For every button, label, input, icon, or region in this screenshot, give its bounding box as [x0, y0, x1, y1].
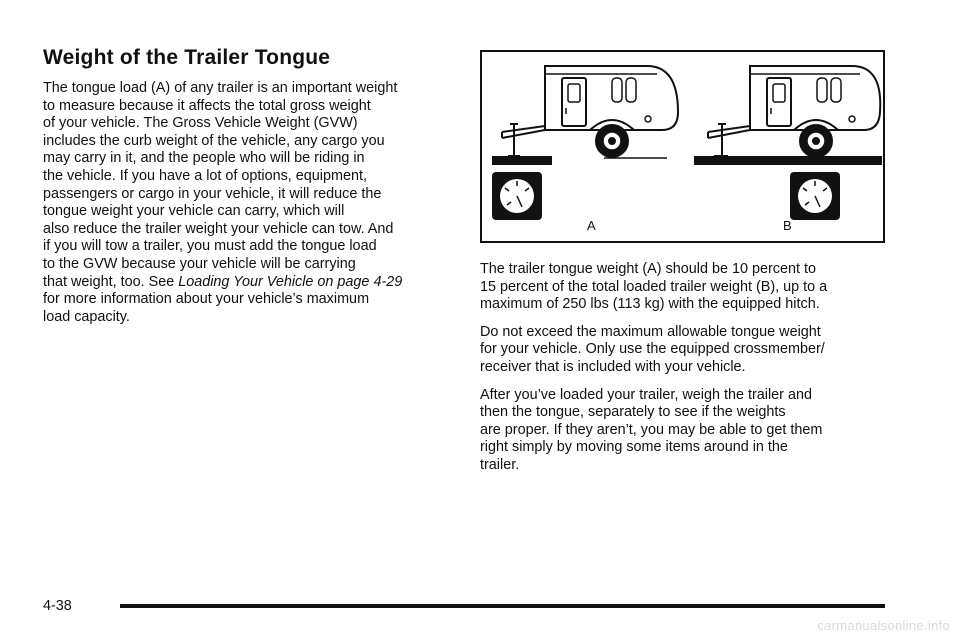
body-line: to the GVW because your vehicle will be carrying [43, 255, 356, 272]
body-line: load capacity. [43, 308, 130, 325]
body-line: may carry in it, and the people who will be riding in [43, 150, 365, 167]
trailer-a-graphic [502, 66, 678, 158]
body-line: if you will tow a trailer, you must add the tongue load [43, 238, 377, 255]
body-line: tongue weight your vehicle can carry, which will [43, 203, 345, 220]
scale-a-graphic [492, 156, 552, 220]
trailer-b-graphic [708, 66, 880, 157]
figure-label-a: A [587, 218, 596, 233]
body-line: Do not exceed the maximum allowable tongue weight [480, 323, 821, 340]
footer-rule [120, 604, 885, 608]
page-title: Weight of the Trailer Tongue [43, 46, 331, 69]
body-line: of your vehicle. The Gross Vehicle Weight (GVW) [43, 115, 358, 132]
body-line: 15 percent of the total loaded trailer weight (B), up to a [480, 278, 828, 295]
body-line: maximum of 250 lbs (113 kg) with the equipped hitch. [480, 296, 820, 313]
body-line: passengers or cargo in your vehicle, it will reduce the [43, 185, 382, 202]
body-line: trailer. [480, 456, 520, 473]
body-line: are proper. If they aren’t, you may be able to get them [480, 421, 823, 438]
watermark-text: carmanualsonline.info [817, 618, 950, 633]
body-line-with-reference [43, 274, 453, 292]
body-line: to measure because it affects the total gross weight [43, 97, 371, 114]
body-line: then the tongue, separately to see if the weights [480, 404, 786, 421]
body-line: the vehicle. If you have a lot of options, equipment, [43, 167, 367, 184]
left-column [43, 80, 453, 326]
body-line: The trailer tongue weight (A) should be 10 percent to [480, 261, 816, 277]
body-line: for your vehicle. Only use the equipped crossmember/ [480, 341, 825, 358]
cross-reference-link[interactable]: Loading Your Vehicle on page 4-29 [178, 273, 403, 290]
body-line: receiver that is included with your vehicle. [480, 358, 746, 375]
paragraph [480, 387, 890, 475]
paragraph [480, 324, 890, 377]
page-number: 4-38 [43, 598, 72, 614]
body-line: includes the curb weight of the vehicle, any cargo you [43, 132, 385, 149]
trailer-weighing-illustration [480, 50, 885, 243]
body-line: After you’ve loaded your trailer, weigh the trailer and [480, 386, 812, 403]
body-line: The tongue load (A) of any trailer is an important weight [43, 80, 398, 96]
right-column [480, 261, 890, 485]
body-line: right simply by moving some items around in the [480, 439, 788, 456]
figure-label-b: B [783, 218, 792, 233]
body-line: also reduce the trailer weight your vehicle can tow. And [43, 220, 394, 237]
paragraph [480, 261, 890, 314]
scale-b-graphic [694, 156, 882, 220]
reference-prefix: that weight, too. See [43, 273, 179, 290]
body-line: for more information about your vehicle’s maximum [43, 291, 370, 308]
